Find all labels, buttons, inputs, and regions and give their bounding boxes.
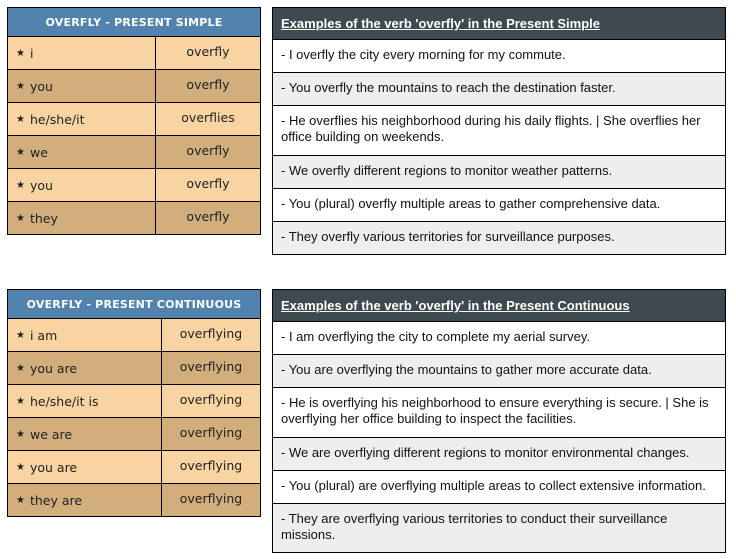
pronoun: i am	[29, 327, 58, 343]
table-header: OVERFLY - PRESENT SIMPLE	[8, 8, 260, 37]
table-row	[8, 202, 260, 234]
pronoun: you	[29, 78, 53, 94]
verb-form: overfly	[186, 209, 230, 224]
verb-form: overflying	[179, 425, 243, 440]
present-continuous-examples-table	[272, 289, 726, 553]
pronoun: we are	[29, 426, 73, 442]
verb-form: overflying	[179, 326, 243, 341]
table-row	[8, 103, 260, 136]
table-row	[8, 451, 260, 484]
table-row	[8, 70, 260, 103]
pronoun: we	[29, 144, 48, 160]
star-icon: ★	[16, 146, 25, 158]
pronoun: they	[29, 210, 58, 226]
verb-form: overflying	[179, 491, 243, 506]
verb-form: overfly	[186, 176, 230, 191]
pronoun: he/she/it	[29, 111, 85, 127]
pronoun: you are	[29, 360, 78, 376]
example-row: - You overfly the mountains to reach the destination faster.	[273, 73, 725, 106]
pronoun: you are	[29, 459, 78, 475]
example-row: - You (plural) overfly multiple areas to gather comprehensive data.	[273, 189, 725, 222]
example-row: - We overfly different regions to monitor weather patterns.	[273, 156, 725, 189]
present-continuous-conjugation-table	[7, 289, 261, 517]
example-row: - He overflies his neighborhood during his daily flights. | She overflies her office building on weekends.	[273, 106, 725, 156]
star-icon: ★	[16, 329, 25, 341]
star-icon: ★	[16, 80, 25, 92]
verb-form: overflying	[179, 392, 243, 407]
table-row	[8, 319, 260, 352]
table-header: OVERFLY - PRESENT CONTINUOUS	[8, 290, 260, 319]
table-row	[8, 169, 260, 202]
star-icon: ★	[16, 113, 25, 125]
example-row: - I overfly the city every morning for my commute.	[273, 40, 725, 73]
table-row	[8, 352, 260, 385]
star-icon: ★	[16, 47, 25, 59]
verb-form: overfly	[186, 44, 230, 59]
verb-form: overflies	[181, 110, 235, 125]
example-row: - They are overflying various territories to conduct their surveillance missions.	[273, 504, 725, 552]
verb-form: overflying	[179, 359, 243, 374]
star-icon: ★	[16, 428, 25, 440]
verb-form: overfly	[186, 77, 230, 92]
examples-header: Examples of the verb 'overfly' in the Present Continuous	[273, 290, 725, 322]
star-icon: ★	[16, 461, 25, 473]
table-row	[8, 484, 260, 516]
star-icon: ★	[16, 395, 25, 407]
table-row	[8, 136, 260, 169]
present-simple-examples-table	[272, 7, 726, 255]
verb-form: overfly	[186, 143, 230, 158]
examples-header: Examples of the verb 'overfly' in the Present Simple	[273, 8, 725, 40]
example-row: - You (plural) are overflying multiple areas to collect extensive information.	[273, 471, 725, 504]
star-icon: ★	[16, 212, 25, 224]
star-icon: ★	[16, 179, 25, 191]
table-row	[8, 418, 260, 451]
table-row	[8, 385, 260, 418]
present-simple-conjugation-table	[7, 7, 261, 235]
pronoun: they are	[29, 492, 83, 508]
verb-form: overflying	[179, 458, 243, 473]
star-icon: ★	[16, 362, 25, 374]
pronoun: he/she/it is	[29, 393, 99, 409]
example-row: - He is overflying his neighborhood to ensure everything is secure. | She is overflying her office building to inspect the facilities.	[273, 388, 725, 438]
pronoun: you	[29, 177, 53, 193]
example-row: - I am overflying the city to complete my aerial survey.	[273, 322, 725, 355]
example-row: - They overfly various territories for surveillance purposes.	[273, 222, 725, 254]
table-row	[8, 37, 260, 70]
star-icon: ★	[16, 494, 25, 506]
example-row: - You are overflying the mountains to gather more accurate data.	[273, 355, 725, 388]
example-row: - We are overflying different regions to monitor environmental changes.	[273, 438, 725, 471]
pronoun: i	[29, 45, 34, 61]
